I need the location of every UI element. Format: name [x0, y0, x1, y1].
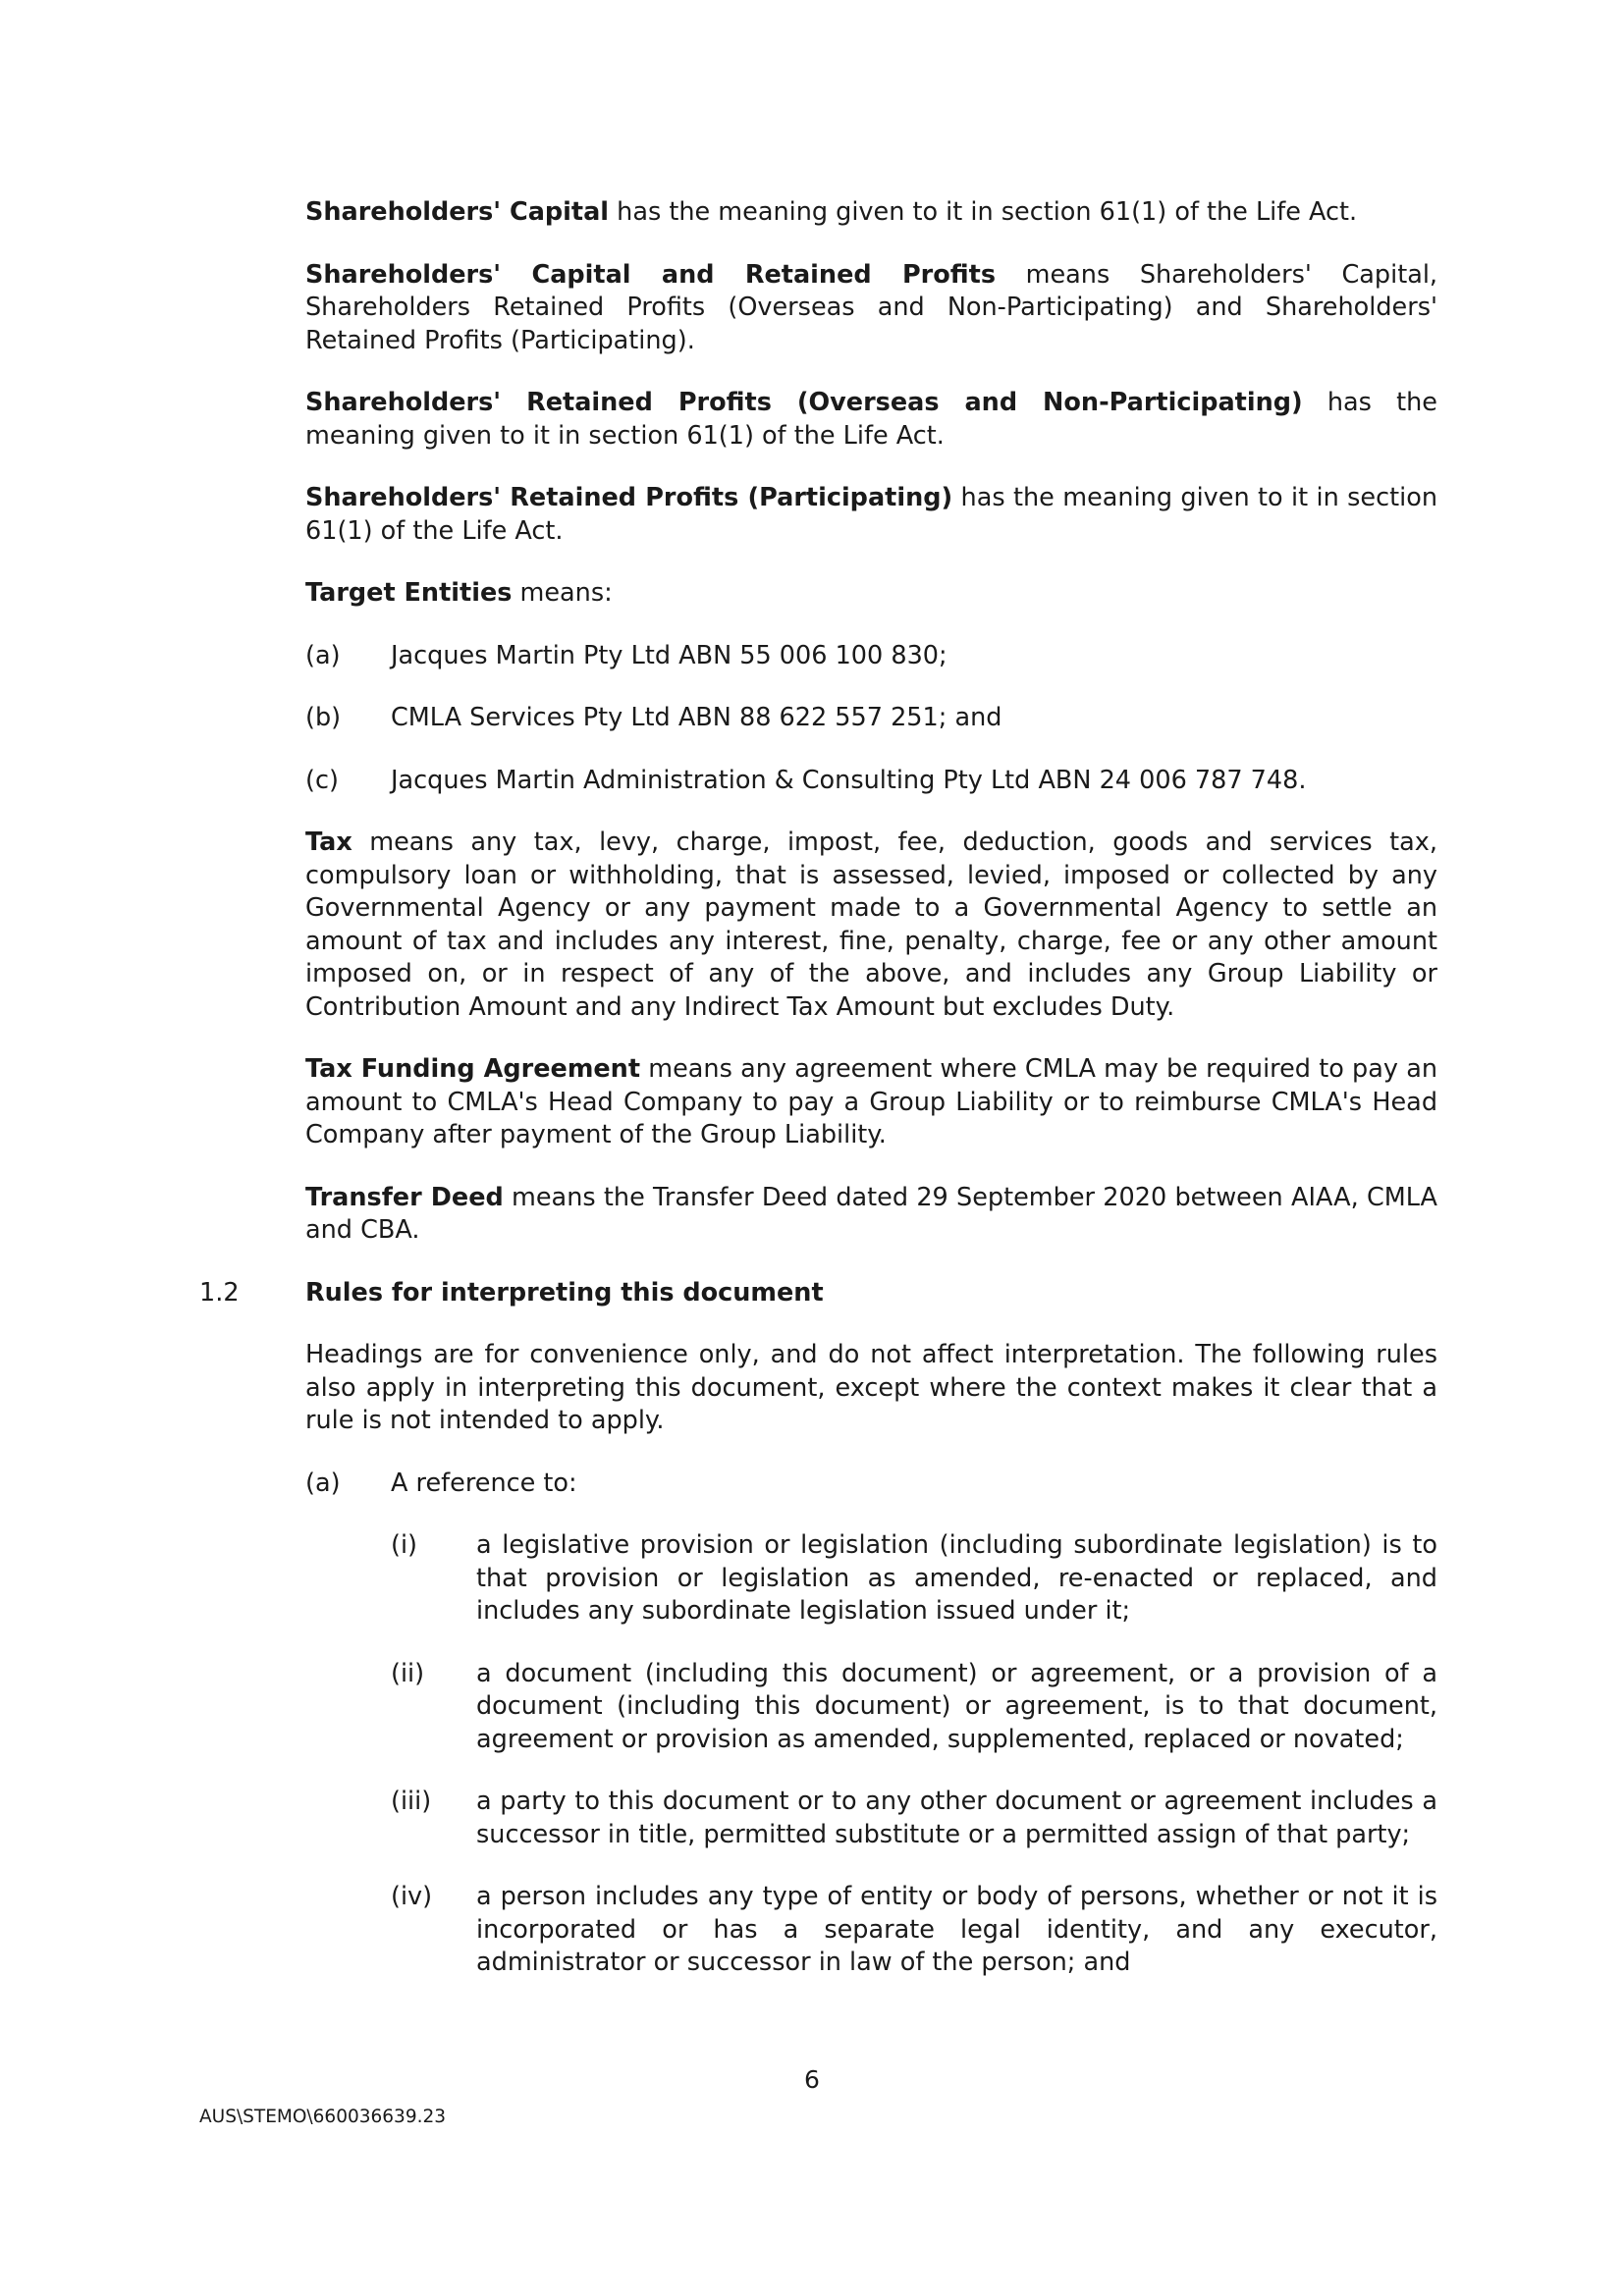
definition-target-entities: [305, 577, 1437, 611]
item-number: (iv): [391, 1882, 433, 1911]
section-title: Rules for interpreting this document: [305, 1277, 824, 1308]
item-number: (c): [305, 765, 339, 795]
item-number: (iii): [391, 1787, 432, 1816]
defined-term: Shareholders' Capital: [305, 197, 610, 227]
defined-term: Target Entities: [305, 578, 513, 608]
defined-term: Tax: [305, 828, 352, 857]
target-entity-item: [305, 765, 1437, 798]
definition-text: means Shareholders' Capital, Shareholders Retained Profits (Overseas and Non-Participating) and Shareholders' Retained Profits (Participating).: [305, 259, 1438, 355]
subrule-item: [391, 1786, 1437, 1851]
item-number: (a): [305, 640, 341, 670]
page-content: [199, 196, 1438, 2009]
section-number: 1.2: [199, 1277, 240, 1308]
item-text: CMLA Services Pty Ltd ABN 88 622 557 251; and: [391, 703, 1002, 732]
item-number: (a): [305, 1468, 341, 1498]
definition-shareholders-capital: [305, 196, 1437, 230]
item-text: a party to this document or to any other document or agreement includes a successor in title, permitted substitute or a permitted assign of that party;: [476, 1787, 1437, 1849]
defined-term: Tax Funding Agreement: [305, 1054, 641, 1084]
definition-shareholders-capital-and-retained-profits: [305, 259, 1437, 358]
definition-retained-profits-participating: [305, 482, 1437, 548]
target-entity-item: [305, 702, 1437, 735]
page-number: 6: [804, 2065, 820, 2094]
definition-text: has the meaning given to it in section 61(1) of the Life Act.: [305, 388, 1437, 451]
item-text: Jacques Martin Pty Ltd ABN 55 006 100 830;: [391, 640, 947, 670]
item-number: (i): [391, 1530, 417, 1560]
subrule-item: [391, 1881, 1437, 1980]
definition-text: means the Transfer Deed dated 29 September 2020 between AIAA, CMLA and CBA.: [305, 1182, 1438, 1245]
subrule-item: [391, 1658, 1437, 1757]
definition-text: means any tax, levy, charge, impost, fee, deduction, goods and services tax, compulsory loan or withholding, that is assessed, levied, imposed or collected by any Governmental Agency or any payment made to a Governmental Agency to settle an amount of tax and includes any interest, fine, penalty, charge, fee or any other amount imposed on, or in respect of any of the above, and includes any Group Liability or Contribution Amount and any Indirect Tax Amount but excludes Duty.: [305, 828, 1437, 1022]
item-text: a legislative provision or legislation (including subordinate legislation) is to that provision or legislation as amended, re-enacted or replaced, and includes any subordinate legislation issued under it;: [476, 1530, 1437, 1626]
subrule-item: [391, 1529, 1437, 1629]
defined-term: Shareholders' Retained Profits (Participating): [305, 483, 953, 512]
item-text: a person includes any type of entity or body of persons, whether or not it is incorporated or has a separate legal identity, and any executor, administrator or successor in law of the person; and: [476, 1882, 1437, 1977]
item-text: A reference to:: [391, 1468, 577, 1498]
item-text: a document (including this document) or agreement, or a provision of a document (including this document) or agreement, is to that document, agreement or provision as amended, supplemented, replaced or novated;: [476, 1658, 1437, 1754]
item-number: (b): [305, 703, 342, 732]
target-entity-item: [305, 640, 1437, 673]
rule-item: [305, 1468, 1437, 1501]
defined-term: Transfer Deed: [305, 1182, 504, 1212]
definition-text: means:: [512, 578, 613, 608]
definition-text: has the meaning given to it in section 61(1) of the Life Act.: [305, 483, 1437, 546]
definition-retained-profits-overseas: [305, 387, 1437, 453]
section-intro: Headings are for convenience only, and do not affect interpretation. The following rules also apply in interpreting this document, except where the context makes it clear that a rule is not intended to apply.: [305, 1340, 1437, 1435]
definition-text: has the meaning given to it in section 61(1) of the Life Act.: [609, 197, 1358, 227]
definition-tax-funding-agreement: [305, 1053, 1437, 1152]
document-reference: AUS\STEMO\660036639.23: [199, 2107, 447, 2127]
item-number: (ii): [391, 1658, 425, 1688]
defined-term: Shareholders' Retained Profits (Overseas and Non-Participating): [305, 388, 1303, 417]
item-text: Jacques Martin Administration & Consulting Pty Ltd ABN 24 006 787 748.: [391, 765, 1307, 795]
section-heading: [199, 1277, 1437, 1310]
definition-transfer-deed: [305, 1182, 1437, 1248]
definition-text: means any agreement where CMLA may be required to pay an amount to CMLA's Head Company to pay a Group Liability or to reimburse CMLA's Head Company after payment of the Group Liability.: [305, 1054, 1437, 1149]
defined-term: Shareholders' Capital and Retained Profits: [305, 259, 997, 290]
definition-tax: [305, 827, 1437, 1024]
